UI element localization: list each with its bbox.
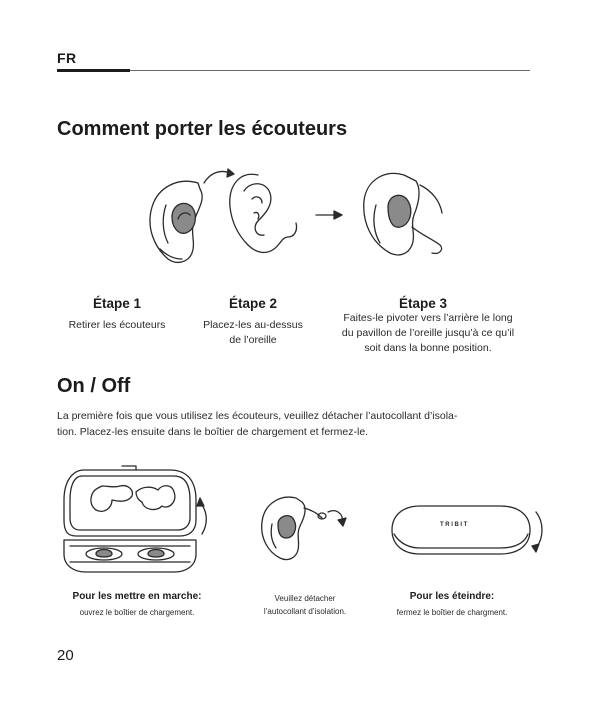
- onoff-paragraph-line1: La première fois que vous utilisez les écouteurs, veuillez détacher l’autocollant d’isola-: [57, 410, 458, 422]
- step1-title: Étape 1: [92, 296, 142, 311]
- power-off-title: Pour les éteindre:: [409, 591, 495, 602]
- step2-text: [183, 318, 323, 348]
- charging-case-open-icon: [62, 462, 212, 582]
- step2-title: Étape 2: [228, 296, 278, 311]
- sticker-text: [230, 592, 380, 618]
- step3-text: [318, 311, 538, 356]
- page-number: 20: [57, 647, 74, 664]
- power-on-title: Pour les mettre en marche:: [72, 591, 202, 602]
- sticker-text-line2: l’autocollant d’isolation.: [263, 607, 347, 616]
- case-logo: TRIBIT: [440, 522, 469, 528]
- onoff-paragraph: [57, 408, 532, 440]
- step3-text-line1: Faites-le pivoter vers l’arrière le long: [343, 312, 513, 324]
- language-underline: [57, 69, 130, 72]
- ear-icon: [230, 174, 297, 252]
- earbud-sticker-icon: [256, 494, 356, 564]
- earbud-icon: [150, 181, 202, 262]
- wearing-illustration: [140, 165, 460, 275]
- step3-text-line3: soit dans la bonne position.: [364, 342, 492, 354]
- onoff-paragraph-line2: tion. Placez-les ensuite dans le boîtier de chargement et fermez-le.: [57, 426, 369, 438]
- curved-arrow-icon: [204, 169, 234, 183]
- onoff-section-title: On / Off: [57, 375, 131, 397]
- step2-text-line1: Placez-les au-dessus: [203, 319, 303, 331]
- language-label: FR: [57, 50, 77, 66]
- power-on-text: ouvrez le boîtier de chargement.: [79, 608, 195, 617]
- right-arrow-icon: [316, 211, 342, 219]
- wear-section-title: Comment porter les écouteurs: [57, 118, 348, 140]
- step1-text: Retirer les écouteurs: [68, 319, 166, 331]
- step2-text-line2: de l’oreille: [229, 334, 277, 346]
- sticker-text-line1: Veuillez détacher: [274, 594, 336, 603]
- earbud-worn-icon: [364, 173, 442, 254]
- step3-text-line2: du pavillon de l’oreille jusqu’à ce qu’il: [341, 327, 515, 339]
- charging-case-closed-icon: [390, 500, 550, 570]
- step3-title: Étape 3: [398, 296, 448, 311]
- power-off-text: fermez le boîtier de chargment.: [396, 608, 508, 617]
- header-rule: [130, 70, 530, 71]
